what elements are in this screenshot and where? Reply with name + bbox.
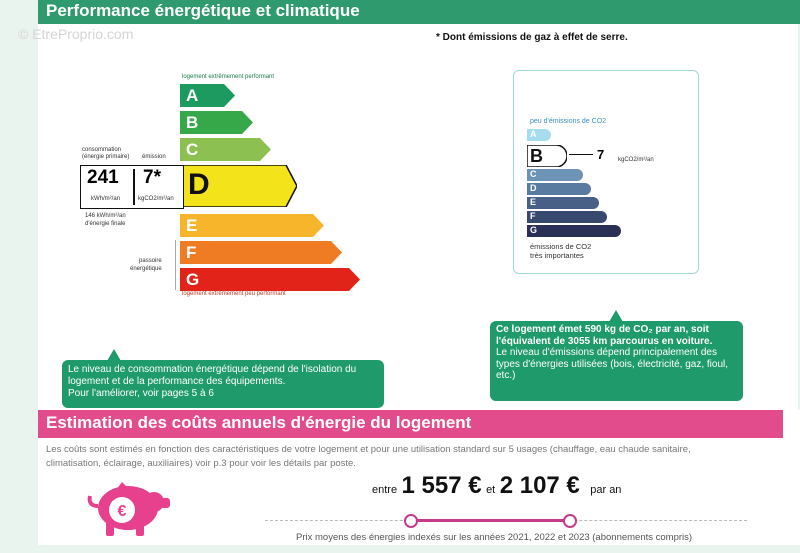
piggy-bank-icon [84, 476, 174, 545]
estimation-description: Les coûts sont estimés en fonction des caractéristiques de votre logement et pour une utilisation standard sur 5 usages (chauffage, eau chaude sanitaire, climatisation, éclairage, auxiliaires) voir p.3 pour voir les détails par poste. [46, 444, 691, 469]
emission-header: émission [142, 154, 166, 160]
ges-pointer-line [569, 154, 593, 155]
ges-letter-b: B [530, 146, 543, 166]
dpe-bar-e [180, 214, 324, 237]
cost-range [372, 472, 621, 500]
passoire-label: passoire énergétique [130, 258, 162, 272]
ges-letter-g: G [530, 225, 538, 235]
dpe-letter-g: G [186, 270, 200, 289]
range-high-dot [563, 514, 577, 528]
dpe-letter-c: C [186, 140, 199, 159]
ges-letter-d: D [530, 183, 537, 193]
ges-value: 7 [597, 147, 605, 162]
ges-letter-c: C [530, 169, 537, 179]
ges-bar-a [527, 129, 551, 141]
ges-bar-c [527, 169, 583, 181]
range-bar [410, 519, 570, 522]
dpe-letter-e: E [186, 216, 198, 235]
dpe-bar-g [180, 268, 360, 291]
section-title: Performance énergétique et climatique [46, 1, 360, 20]
cost-low: 1 557 € [401, 472, 482, 499]
consumption-box [80, 165, 184, 209]
cost-suffix: par an [590, 484, 622, 496]
watermark: © EtreProprio.com [18, 26, 134, 42]
passoire-bracket [175, 240, 176, 290]
info-left: Le niveau de consommation énergétique dépend de l'isolation du logement et de la performance des équipements. Pour l'améliorer, voir pages 5 à 6 [62, 360, 384, 408]
emission-unit: kgCO2/m²/an [138, 196, 174, 202]
dpe-letter-d: D [188, 168, 210, 201]
estimation-header [38, 410, 783, 438]
emission-value: 7* [143, 167, 161, 188]
info-right-text: Le niveau d'émissions dépend principalement des types d'énergies utilisées (bois, électricité, gaz, fioul, etc.) [496, 347, 729, 381]
section-header [38, 0, 800, 24]
svg-text:€: € [117, 503, 127, 520]
info-right [490, 321, 743, 401]
ges-box [513, 70, 699, 274]
ges-footnote: * Dont émissions de gaz à effet de serre. [436, 32, 628, 43]
dpe-letter-b: B [186, 113, 199, 132]
consumption-header: consommation (énergie primaire) [82, 147, 130, 160]
ges-letter-f: F [530, 211, 536, 221]
box-separator [133, 169, 135, 205]
cost-prefix: entre [372, 484, 398, 496]
ges-bottom-label: émissions de CO2 très importantes [530, 242, 592, 260]
consumption-unit: kWh/m²/an [91, 196, 121, 202]
estimation-footnote: Prix moyens des énergies indexés sur les années 2021, 2022 et 2023 (abonnements compris) [296, 532, 693, 543]
ges-bar-f [527, 211, 607, 223]
ges-letter-e: E [530, 197, 537, 207]
dpe-letter-a: A [186, 86, 199, 105]
dpe-bottom-label: logement extrêmement peu performant [182, 291, 286, 297]
dpe-bar-f [180, 241, 342, 264]
dpe-bar-c [180, 138, 271, 161]
ges-unit: kgCO2/m²/an [618, 157, 654, 163]
dpe-bar-a [180, 84, 235, 107]
ges-letter-a: A [530, 129, 537, 139]
final-energy-label: 146 kWh/m²/an d'énergie finale [85, 213, 126, 227]
cost-middle: et [486, 484, 496, 496]
estimation-title: Estimation des coûts annuels d'énergie du logement [46, 413, 472, 432]
ges-top-label: peu d'émissions de CO2 [530, 118, 607, 125]
cost-high: 2 107 € [499, 472, 580, 499]
consumption-value: 241 [87, 167, 119, 188]
ges-bar-e [527, 197, 599, 209]
ges-bar-b [527, 145, 567, 167]
range-low-dot [404, 514, 418, 528]
ges-bar-g [527, 225, 621, 237]
dpe-letter-f: F [186, 243, 197, 262]
info-right-headline: Ce logement émet 590 kg de CO₂ par an, soit l'équivalent de 3055 km parcourus en voiture. [496, 324, 713, 347]
dpe-bar-d [180, 165, 297, 207]
dpe-top-label: logement extrêmement performant [182, 74, 275, 80]
ges-bar-d [527, 183, 591, 195]
dpe-bar-b [180, 111, 253, 134]
